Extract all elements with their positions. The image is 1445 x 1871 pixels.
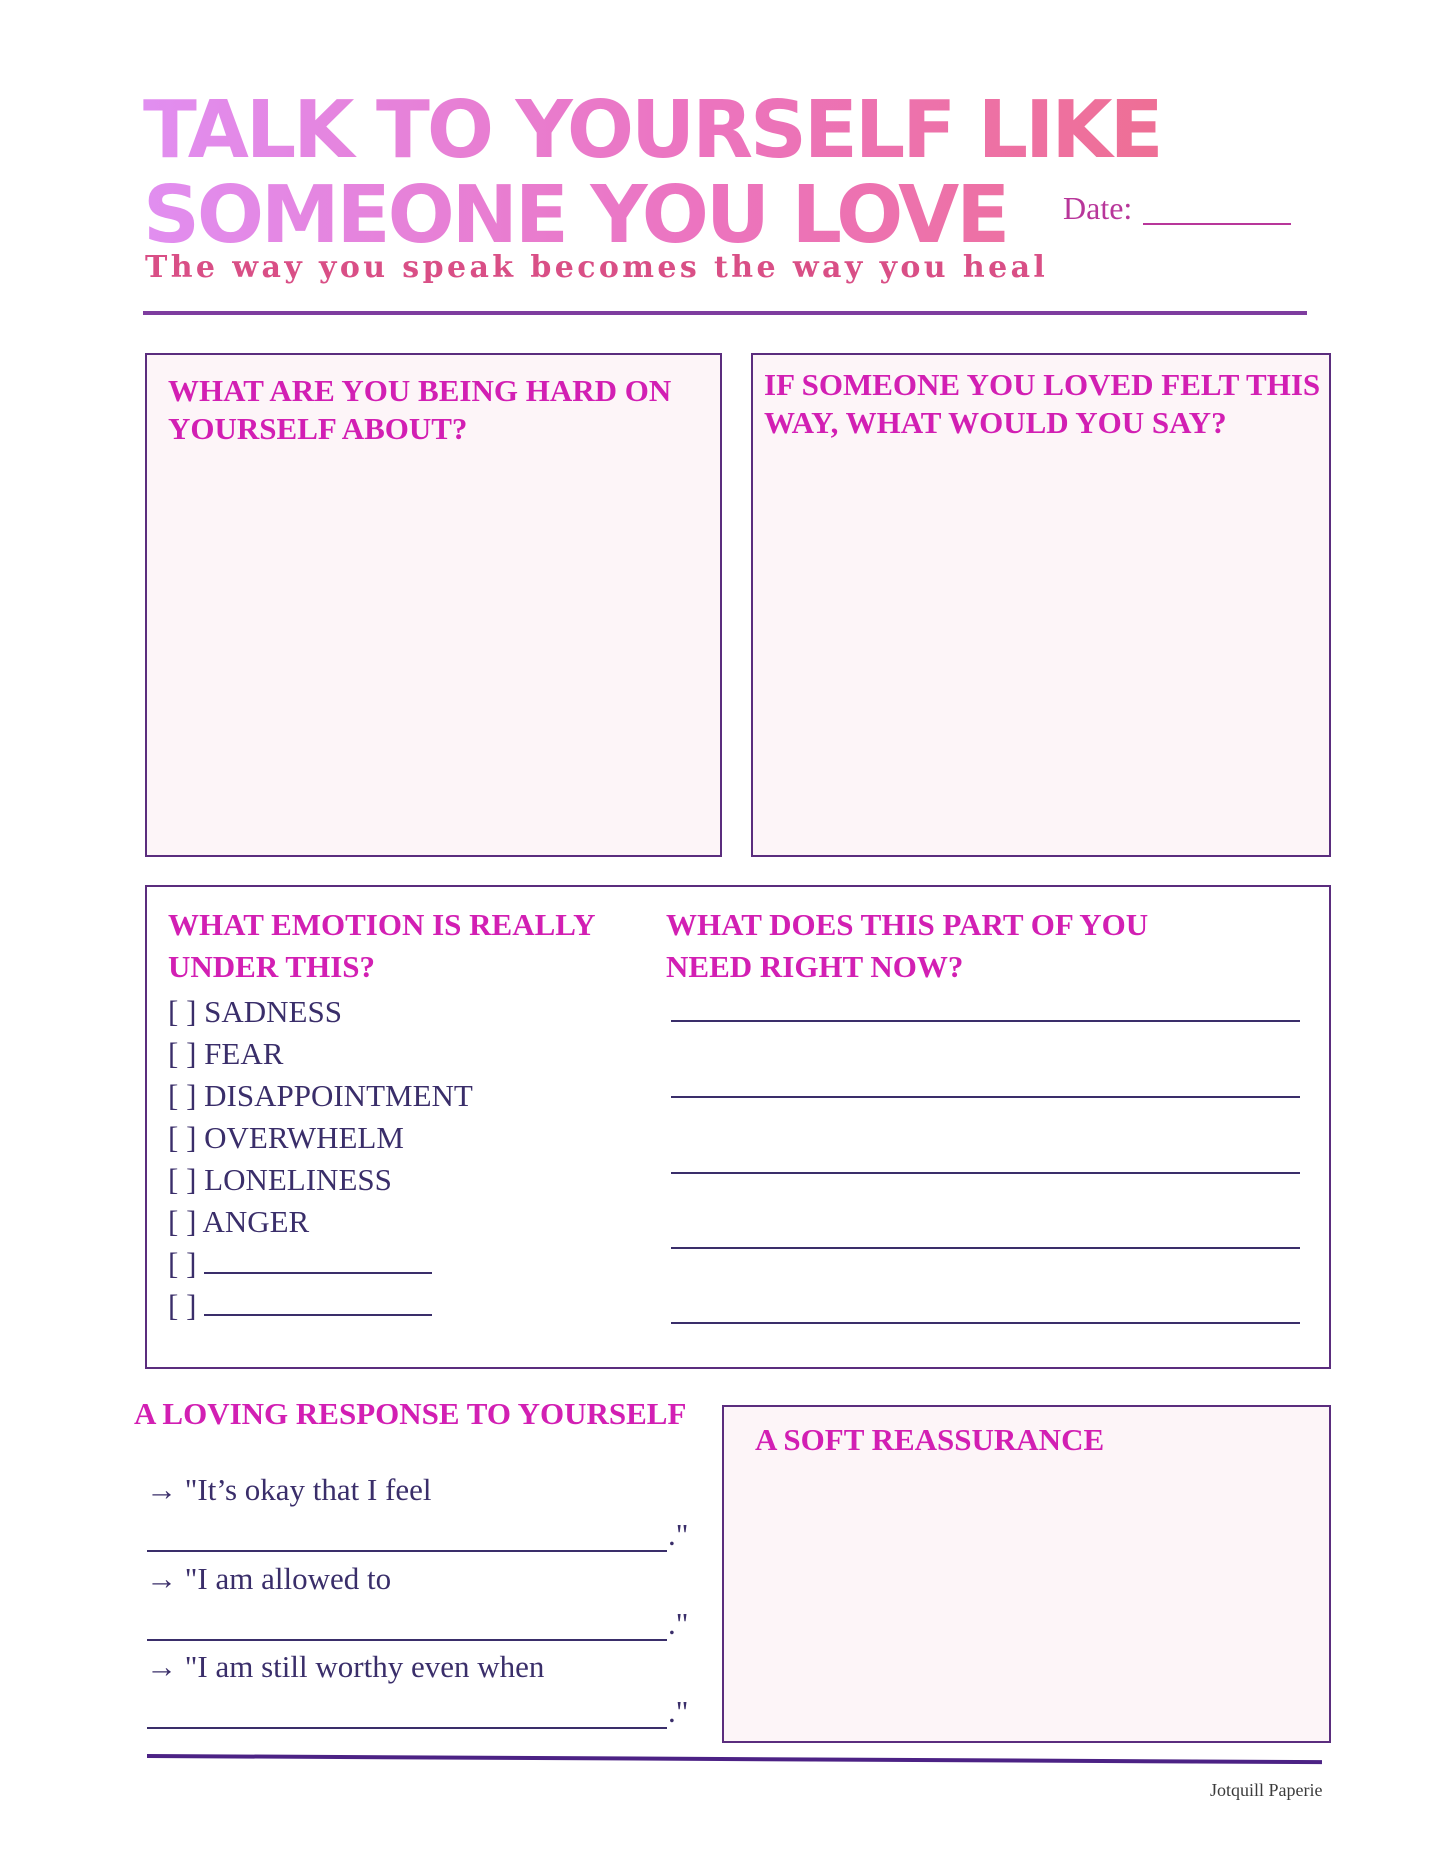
- emotion-option-custom-1[interactable]: [168, 1243, 473, 1285]
- emotion-custom-field[interactable]: [204, 1290, 432, 1316]
- needs-answer-line[interactable]: [671, 1322, 1300, 1324]
- checkbox[interactable]: [ ]: [168, 1204, 197, 1239]
- emotion-option-label: OVERWHELM: [204, 1120, 404, 1155]
- page-subtitle: The way you speak becomes the way you heal: [145, 250, 1049, 285]
- loving-prompt-1: → "It’s okay that I feel: [146, 1472, 432, 1507]
- hard-on-yourself-box[interactable]: [145, 353, 722, 857]
- loving-prompt-3-end: .": [668, 1694, 689, 1729]
- checkbox[interactable]: [ ]: [168, 1246, 197, 1281]
- footer-divider: [147, 1754, 1322, 1764]
- date-field[interactable]: [1143, 223, 1291, 225]
- emotion-option-anger[interactable]: [168, 1201, 473, 1243]
- emotion-option-label: DISAPPOINTMENT: [204, 1078, 473, 1113]
- loving-response-heading: A LOVING RESPONSE TO YOURSELF: [134, 1396, 687, 1431]
- loving-prompt-1-field[interactable]: [147, 1550, 667, 1552]
- someone-you-loved-question: IF SOMEONE YOU LOVED FELT THIS WAY, WHAT WOULD YOU SAY?: [764, 367, 1321, 440]
- emotion-option-label: SADNESS: [204, 994, 342, 1029]
- emotion-option-fear[interactable]: [168, 1033, 473, 1075]
- emotion-option-label: FEAR: [204, 1036, 284, 1071]
- checkbox[interactable]: [ ]: [168, 1036, 197, 1071]
- emotion-option-disappointment[interactable]: [168, 1075, 473, 1117]
- checkbox[interactable]: [ ]: [168, 1078, 197, 1113]
- checkbox[interactable]: [ ]: [168, 994, 197, 1029]
- soft-reassurance-box[interactable]: [722, 1405, 1331, 1743]
- needs-heading: WHAT DOES THIS PART OF YOU NEED RIGHT NOW?: [666, 907, 1149, 984]
- checkbox[interactable]: [ ]: [168, 1162, 197, 1197]
- emotion-needs-box: [145, 885, 1331, 1369]
- checkbox[interactable]: [ ]: [168, 1120, 197, 1155]
- date-label: Date:: [1063, 190, 1133, 226]
- page-title: [143, 84, 1161, 261]
- emotion-checklist: [168, 991, 473, 1327]
- soft-reassurance-heading: A SOFT REASSURANCE: [755, 1422, 1105, 1457]
- needs-answer-line[interactable]: [671, 1020, 1300, 1022]
- emotion-heading: WHAT EMOTION IS REALLY UNDER THIS?: [168, 907, 595, 984]
- loving-prompt-3: → "I am still worthy even when: [146, 1649, 545, 1684]
- title-line-1: TALK TO YOURSELF LIKE: [143, 84, 1161, 176]
- needs-answer-line[interactable]: [671, 1096, 1300, 1098]
- loving-prompt-2-end: .": [668, 1606, 689, 1641]
- title-line-2: SOMEONE YOU LOVE: [143, 169, 1008, 261]
- emotion-option-loneliness[interactable]: [168, 1159, 473, 1201]
- loving-prompt-2: → "I am allowed to: [146, 1561, 392, 1596]
- checkbox[interactable]: [ ]: [168, 1288, 197, 1323]
- someone-you-loved-box[interactable]: [751, 353, 1331, 857]
- loving-prompt-3-field[interactable]: [147, 1727, 667, 1729]
- loving-prompt-1-end: .": [668, 1517, 689, 1552]
- emotion-option-label: LONELINESS: [204, 1162, 392, 1197]
- loving-prompt-2-field[interactable]: [147, 1639, 667, 1641]
- brand-footer: Jotquill Paperie: [1210, 1780, 1323, 1800]
- emotion-custom-field[interactable]: [204, 1248, 432, 1274]
- emotion-option-custom-2[interactable]: [168, 1285, 473, 1327]
- needs-answer-line[interactable]: [671, 1172, 1300, 1174]
- header-divider: [143, 311, 1307, 315]
- needs-answer-line[interactable]: [671, 1247, 1300, 1249]
- hard-on-yourself-question: WHAT ARE YOU BEING HARD ON YOURSELF ABOUT?: [168, 373, 672, 446]
- emotion-option-overwhelm[interactable]: [168, 1117, 473, 1159]
- emotion-option-label: ANGER: [202, 1204, 310, 1239]
- emotion-option-sadness[interactable]: [168, 991, 473, 1033]
